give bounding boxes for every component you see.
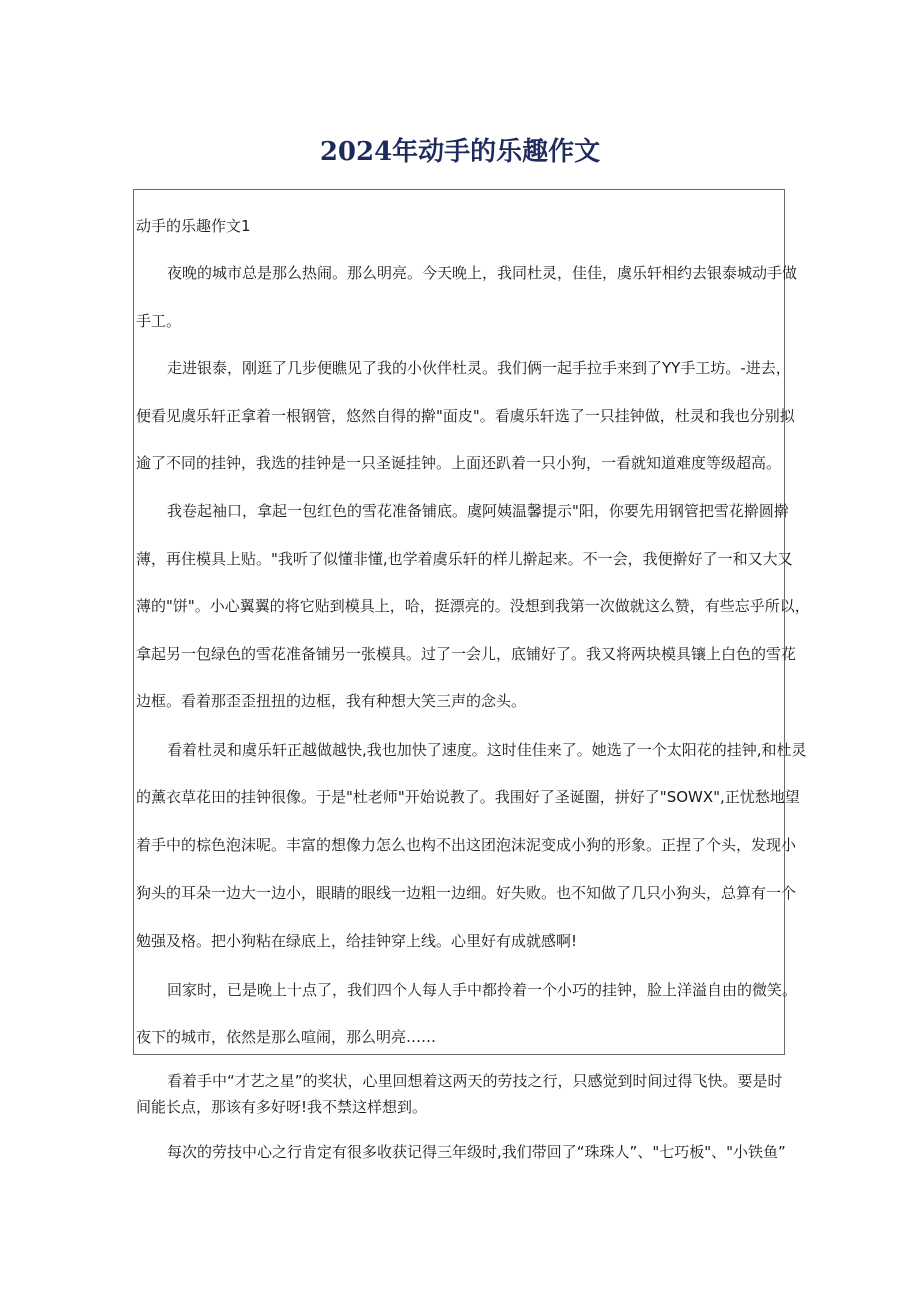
essay-line: 逾了不同的挂钟，我选的挂钟是一只圣诞挂钟。上面还趴着一只小狗，一看就知道难度等级超高。 <box>136 454 782 472</box>
essay-line: 看着杜灵和虞乐轩正越做越快,我也加快了速度。这时佳佳来了。她选了一个太阳花的挂钟,和杜灵 <box>167 741 807 759</box>
essay-line: 边框。看着那歪歪扭扭的边框，我有种想大笑三声的念头。 <box>136 692 527 710</box>
paragraph-line: 看着手中“才艺之星”的奖状，心里回想着这两天的劳技之行，只感觉到时间过得飞快。要是时 <box>167 1072 783 1090</box>
essay-line: 勉强及格。把小狗粘在绿底上，给挂钟穿上线。心里好有成就感啊! <box>136 932 578 950</box>
paragraph-line: 间能长点，那该有多好呀!我不禁这样想到。 <box>136 1098 428 1116</box>
essay-line: 薄，再住模具上贴。"我听了似懂非懂,也学着虞乐轩的样儿擀起来。不一会，我便擀好了一和又大又 <box>136 550 793 568</box>
essay-line: 走进银泰，刚逛了几步便瞧见了我的小伙伴杜灵。我们俩一起手拉手来到了YY手工坊。-进去， <box>167 359 791 377</box>
essay-line: 手工。 <box>136 312 182 330</box>
essay-line: 狗头的耳朵一边大一边小，眼睛的眼线一边粗一边细。好失败。也不知做了几只小狗头，总算有一个 <box>136 884 797 902</box>
essay-line: 回家时，已是晚上十点了，我们四个人每人手中都拎着一个小巧的挂钟，脸上洋溢自由的微笑。 <box>167 981 798 999</box>
essay-box <box>133 189 810 1055</box>
paragraph-line: 每次的劳技中心之行肯定有很多收获记得三年级时,我们带回了“珠珠人”、"七巧板"、"小铁鱼” <box>167 1143 786 1161</box>
essay-line: 拿起另一包绿色的雪花准备铺另一张模具。过了一会儿，底铺好了。我又将两块模具镶上白色的雪花 <box>136 645 797 663</box>
essay-line: 着手中的棕色泡沫呢。丰富的想像力怎么也构不出这团泡沫泥变成小狗的形象。正捏了个头，发现小 <box>136 836 797 854</box>
essay-line: 夜晚的城市总是那么热闹。那么明亮。今天晚上，我同杜灵，佳佳，虞乐轩相约去银泰城动手做 <box>167 264 798 282</box>
essay-line: 的薰衣草花田的挂钟很像。于是"杜老师"开始说教了。我围好了圣诞圈，拼好了"SOWX",正忧愁地望 <box>136 788 800 806</box>
document-title: 2024年动手的乐趣作文 <box>319 137 601 167</box>
essay-line: 我卷起袖口，拿起一包红色的雪花准备铺底。虞阿姨温馨提示"阳，你要先用钢管把雪花擀圆擀 <box>167 502 789 520</box>
essay-heading: 动手的乐趣作文1 <box>136 217 251 235</box>
essay-line: 便看见虞乐轩正拿着一根钢管，悠然自得的擀"面皮"。看虞乐轩选了一只挂钟做，杜灵和我也分别拟 <box>136 407 795 425</box>
essay-line: 薄的"饼"。小心翼翼的将它贴到模具上，哈，挺漂亮的。没想到我第一次做就这么赞，有些忘乎所以， <box>136 597 810 615</box>
essay-line: 夜下的城市，依然是那么喧闹，那么明亮…… <box>136 1028 437 1046</box>
